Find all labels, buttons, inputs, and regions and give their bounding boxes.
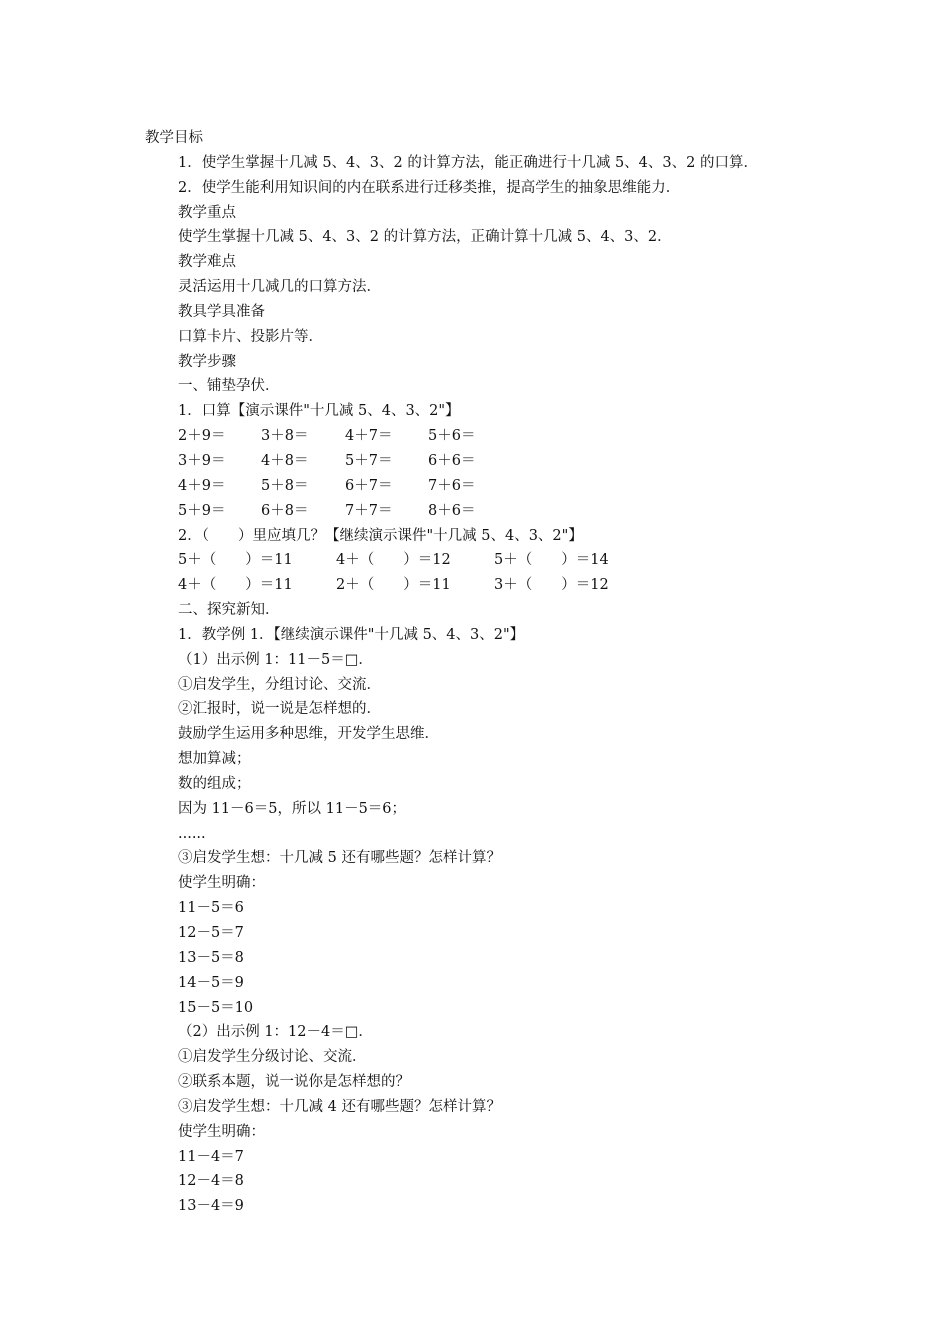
fill-item: 4＋（ ）＝12 xyxy=(336,552,451,569)
equation-line: 11－4＝7 xyxy=(178,1148,244,1165)
key-points-text: 使学生掌握十几减 5、4、3、2 的计算方法，正确计算十几减 5、4、3、2． xyxy=(178,229,672,246)
calc-item: 5＋9＝ xyxy=(178,502,226,519)
calc-item: 4＋8＝ xyxy=(261,452,309,469)
text-line: 数的组成； xyxy=(178,775,251,792)
example-1-part-1: （1）出示例 1：11－5＝□． xyxy=(178,651,373,668)
fill-row xyxy=(0,573,950,598)
text-line: 想加算减； xyxy=(178,751,251,768)
calc-item: 7＋7＝ xyxy=(345,502,393,519)
calc-row xyxy=(0,449,950,474)
difficulties-text: 灵活运用十几减几的口算方法． xyxy=(178,279,381,296)
example-1-part-2: （2）出示例 1：12－4＝□． xyxy=(178,1024,373,1041)
calc-row xyxy=(0,474,950,499)
fill-item: 2＋（ ）＝11 xyxy=(336,577,451,594)
heading-key-points: 教学重点 xyxy=(178,204,236,221)
fill-item: 3＋（ ）＝12 xyxy=(494,577,609,594)
calc-row xyxy=(0,499,950,524)
text-line: ...... xyxy=(178,825,206,842)
text-line: ③启发学生想：十几减 4 还有哪些题？怎样计算？ xyxy=(178,1098,501,1115)
step-1-heading: 一、铺垫孕伏． xyxy=(178,378,280,395)
calc-item: 3＋8＝ xyxy=(261,428,309,445)
text-line: ②汇报时，说一说是怎样想的． xyxy=(178,701,381,718)
equation-line: 13－4＝9 xyxy=(178,1198,244,1215)
fill-blank-heading: 2．（ ）里应填几？【继续演示课件"十几减 5、4、3、2"】 xyxy=(178,527,583,544)
fill-row xyxy=(0,548,950,573)
calc-item: 6＋7＝ xyxy=(345,477,393,494)
text-line: ②联系本题，说一说你是怎样想的？ xyxy=(178,1074,410,1091)
materials-text: 口算卡片、投影片等． xyxy=(178,328,323,345)
step-2-heading: 二、探究新知． xyxy=(178,602,280,619)
fill-item: 5＋（ ）＝14 xyxy=(494,552,609,569)
goal-1: 1．使学生掌握十几减 5、4、3、2 的计算方法，能正确进行十几减 5、4、3、2 的口算． xyxy=(178,154,758,171)
document-body xyxy=(0,126,950,1219)
equation-line: 15－5＝10 xyxy=(178,999,254,1016)
calc-item: 5＋7＝ xyxy=(345,452,393,469)
text-line: ③启发学生想：十几减 5 还有哪些题？怎样计算？ xyxy=(178,850,501,867)
calc-row xyxy=(0,424,950,449)
equation-line: 14－5＝9 xyxy=(178,974,244,991)
equation-line: 12－5＝7 xyxy=(178,925,244,941)
calc-item: 8＋6＝ xyxy=(428,502,476,519)
text-line: 使学生明确： xyxy=(178,1123,265,1140)
heading-materials: 教具学具准备 xyxy=(178,303,265,320)
calc-item: 3＋9＝ xyxy=(178,452,226,469)
text-line: 鼓励学生运用多种思维，开发学生思维． xyxy=(178,726,439,743)
equation-line: 13－5＝8 xyxy=(178,949,244,966)
heading-steps: 教学步骤 xyxy=(178,353,236,370)
fill-item: 4＋（ ）＝11 xyxy=(178,577,293,594)
equation-line: 11－5＝6 xyxy=(178,900,244,917)
text-line: 使学生明确： xyxy=(178,875,265,892)
goal-2: 2．使学生能利用知识间的内在联系进行迁移类推，提高学生的抽象思维能力． xyxy=(178,179,681,196)
text-line: ①启发学生分级讨论、交流． xyxy=(178,1049,367,1066)
calc-item: 5＋6＝ xyxy=(428,428,476,445)
calc-item: 6＋8＝ xyxy=(261,502,309,519)
calc-item: 7＋6＝ xyxy=(428,477,476,494)
equation-line: 12－4＝8 xyxy=(178,1173,244,1190)
example-1-heading: 1．教学例 1．【继续演示课件"十几减 5、4、3、2"】 xyxy=(178,626,525,643)
calc-item: 5＋8＝ xyxy=(261,477,309,494)
heading-difficulties: 教学难点 xyxy=(178,254,236,271)
heading-teaching-goals: 教学目标 xyxy=(145,130,203,146)
calc-item: 4＋7＝ xyxy=(345,428,393,445)
calc-item: 4＋9＝ xyxy=(178,477,226,494)
calc-item: 6＋6＝ xyxy=(428,452,476,469)
text-line: ①启发学生，分组讨论、交流． xyxy=(178,676,381,693)
fill-item: 5＋（ ）＝11 xyxy=(178,552,293,569)
calc-item: 2＋9＝ xyxy=(178,428,226,445)
text-line: 因为 11－6＝5，所以 11－5＝6； xyxy=(178,800,407,817)
oral-calc-heading: 1．口算【演示课件"十几减 5、4、3、2"】 xyxy=(178,403,460,420)
